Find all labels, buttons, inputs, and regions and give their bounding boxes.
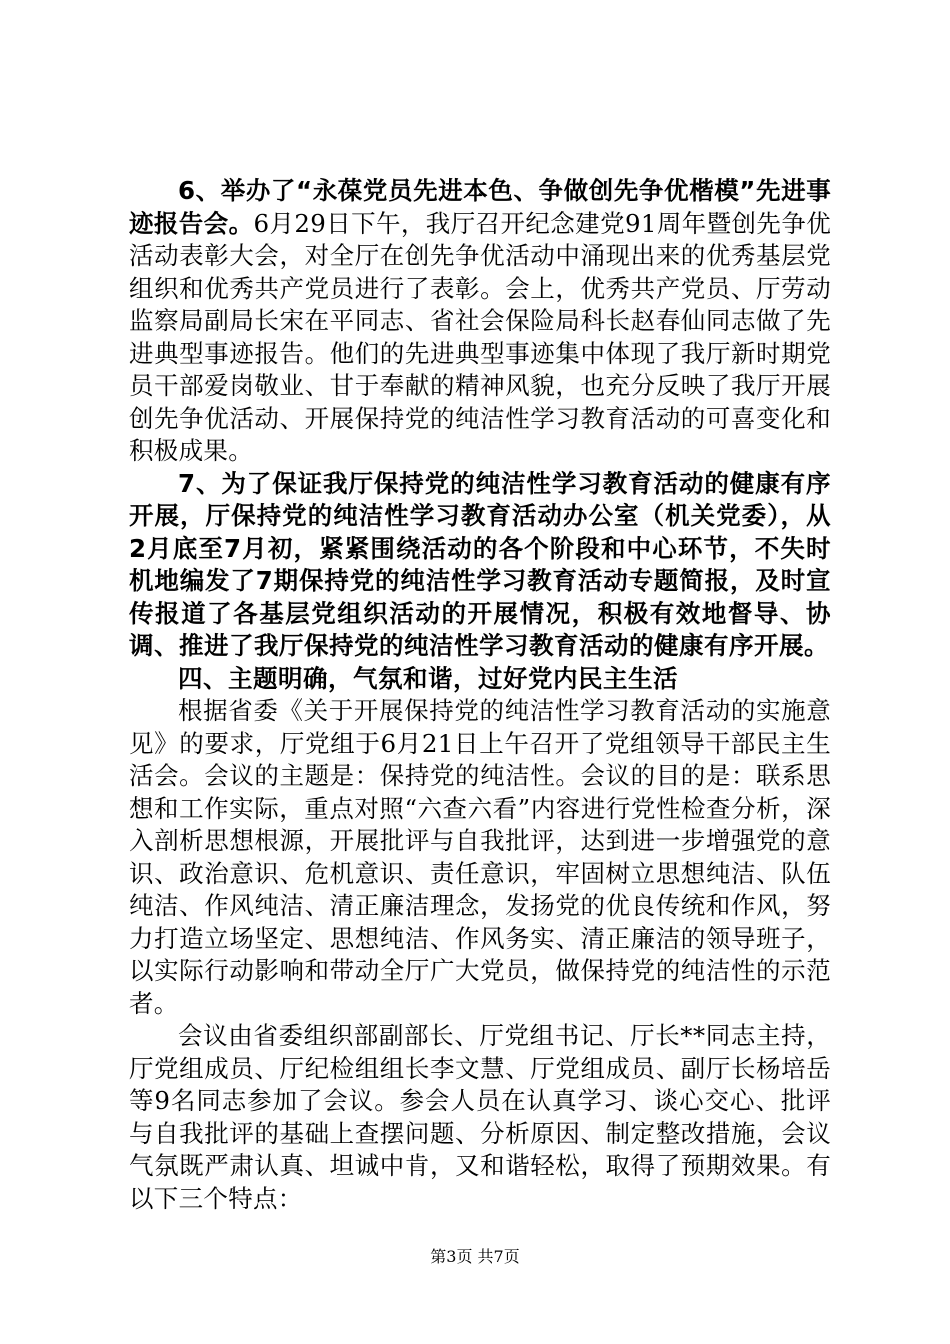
document-body [129,175,831,1215]
page-number-footer: 第3页 共7页 [430,1247,520,1266]
paragraph-democratic-life-meeting: 根据省委《关于开展保持党的纯洁性学习教育活动的实施意见》的要求，厅党组于6月21日上午召开了党组领导干部民主生活会。会议的主题是：保持党的纯洁性。会议的目的是：联系思想和工作实际，重点对照“六查六看”内容进行党性检查分析，深入剖析思想根源，开展批评与自我批评，达到进一步增强党的意识、政治意识、危机意识、责任意识，牢固树立思想纯洁、队伍纯洁、作风纯洁、清正廉洁理念，发扬党的优良传统和作风，努力打造立场坚定、思想纯洁、作风务实、清正廉洁的领导班子，以实际行动影响和带动全厅广大党员，做保持党的纯洁性的示范者。 [129,696,831,1018]
section-heading-four: 四、主题明确，气氛和谐，过好党内民主生活 [178,663,678,693]
paragraph-6-lead: 6、举办了“永葆党员先进本色、争做创先争优楷模”先进事迹报告会。 [129,176,831,238]
paragraph-6-body: 6月29日下午，我厅召开纪念建党91周年暨创先争优活动表彰大会，对全厅在创先争优活动中涌现出来的优秀基层党组织和优秀共产党员进行了表彰。会上，优秀共产党员、厅劳动监察局副局长宋在平同志、省社会保险局科长赵春仙同志做了先进典型事迹报告。他们的先进典型事迹集中体现了我厅新时期党员干部爱岗敬业、甘于奉献的精神风貌，也充分反映了我厅开展创先争优活动、开展保持党的纯洁性学习教育活动的可喜变化和积极成果。 [129,208,832,465]
paragraph-meeting-details: 会议由省委组织部副部长、厅党组书记、厅长**同志主持，厅党组成员、厅纪检组组长李文慧、厅党组成员、副厅长杨培岳等9名同志参加了会议。参会人员在认真学习、谈心交心、批评与自我批评的基础上查摆问题、分析原因、制定整改措施，会议气氛既严肃认真、坦诚中肯，又和谐轻松，取得了预期效果。有以下三个特点： [129,1021,832,1213]
paragraph-7-briefings: 7、为了保证我厅保持党的纯洁性学习教育活动的健康有序开展，厅保持党的纯洁性学习教育活动办公室（机关党委），从2月底至7月初，紧紧围绕活动的各个阶段和中心环节，不失时机地编发了7期保持党的纯洁性学习教育活动专题简报，及时宣传报道了各基层党组织活动的开展情况，积极有效地督导、协调、推进了我厅保持党的纯洁性学习教育活动的健康有序开展。 [129,468,831,660]
paragraph-6-report-meeting [129,175,831,468]
